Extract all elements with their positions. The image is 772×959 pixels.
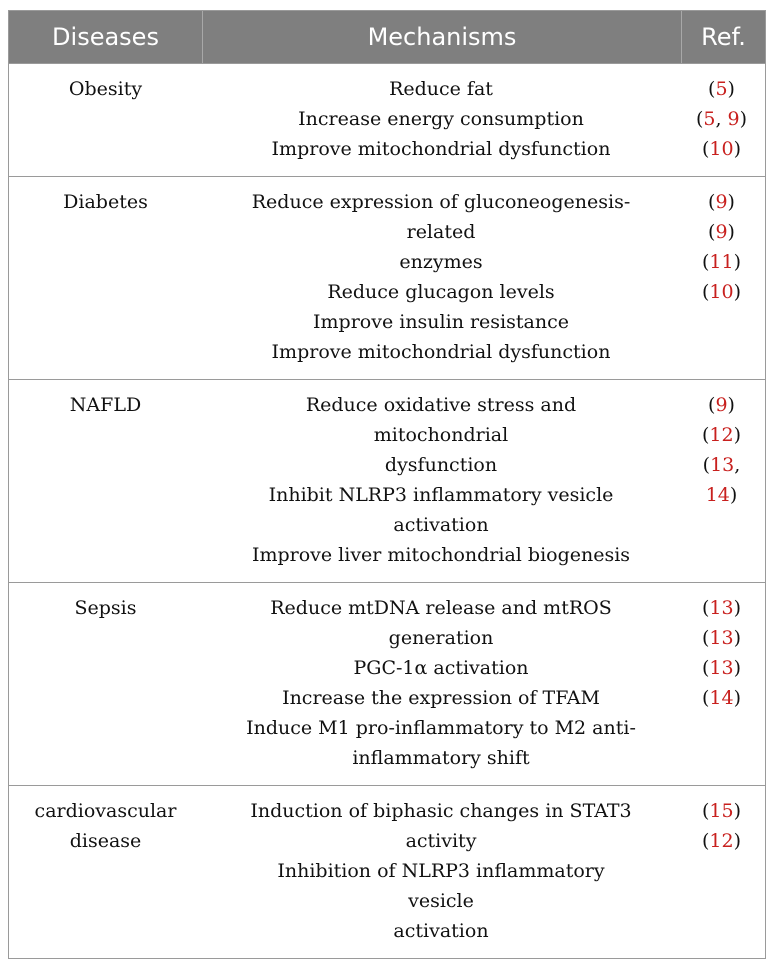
ref-link[interactable]: 12: [709, 830, 734, 852]
ref-cell: [680, 786, 763, 958]
ref-link[interactable]: 9: [715, 191, 728, 213]
disease-name: Obesity: [68, 78, 143, 100]
mechanism-text: Reduce oxidative stress and mitochondrial: [305, 394, 577, 446]
ref-link[interactable]: 14: [705, 484, 730, 506]
ref-cell: [680, 177, 763, 379]
disease-name: NAFLD: [69, 394, 142, 416]
ref-link[interactable]: 12: [709, 424, 734, 446]
table-header: [9, 11, 765, 63]
ref-link[interactable]: 15: [709, 800, 734, 822]
ref-link[interactable]: 9: [715, 221, 728, 243]
ref-link[interactable]: 5: [703, 108, 716, 130]
header-mechanisms: Mechanisms: [202, 11, 681, 63]
ref-line: (13,: [702, 454, 741, 476]
ref-line: (10): [701, 281, 742, 303]
mechanism-text: PGC-1α activation: [353, 657, 529, 679]
ref-line: (13): [701, 657, 742, 679]
table-row: [9, 176, 765, 379]
ref-line: (14): [701, 687, 742, 709]
ref-cell: [680, 583, 763, 785]
table-body: [9, 63, 765, 958]
mechanism-text: dysfunction: [384, 454, 498, 476]
ref-line: (5, 9): [695, 108, 748, 130]
ref-line: (11): [701, 251, 742, 273]
data-table: [8, 10, 766, 959]
mechanism-text: Reduce mtDNA release and mtROS generation: [270, 597, 612, 649]
disease-cell: [9, 583, 202, 785]
ref-link[interactable]: 11: [709, 251, 734, 273]
ref-cell: [680, 380, 763, 582]
mechanism-text: activation: [393, 920, 489, 942]
disease-cell: [9, 64, 202, 176]
disease-name: cardiovascular: [34, 800, 177, 822]
ref-link[interactable]: 13: [709, 657, 734, 679]
ref-line: (5): [708, 78, 735, 100]
mechanism-text: Reduce glucagon levels: [327, 281, 555, 303]
mechanism-text: Improve mitochondrial dysfunction: [271, 138, 611, 160]
ref-link[interactable]: 5: [715, 78, 728, 100]
ref-line: (9): [708, 191, 735, 213]
ref-link[interactable]: 13: [710, 454, 735, 476]
disease-name: Sepsis: [74, 597, 137, 619]
ref-line: 14): [705, 484, 738, 506]
mechanism-text: inflammatory shift: [352, 747, 530, 769]
mechanism-cell: [202, 786, 680, 958]
ref-line: (9): [708, 221, 735, 243]
ref-link[interactable]: 13: [709, 597, 734, 619]
ref-line: (15): [701, 800, 742, 822]
ref-line: (12): [701, 830, 742, 852]
mechanism-text: Reduce fat: [389, 78, 493, 100]
mechanism-text: Increase the expression of TFAM: [282, 687, 600, 709]
mechanism-text: Improve insulin resistance: [313, 311, 569, 333]
disease-name: Diabetes: [63, 191, 148, 213]
disease-cell: [9, 786, 202, 958]
table-row: [9, 379, 765, 582]
disease-name: disease: [69, 830, 142, 852]
ref-link[interactable]: 9: [727, 108, 740, 130]
ref-link[interactable]: 14: [709, 687, 734, 709]
mechanism-text: Inhibition of NLRP3 inflammatory vesicle: [277, 860, 605, 912]
mechanism-cell: [202, 583, 680, 785]
ref-link[interactable]: 10: [709, 281, 734, 303]
mechanism-text: Induction of biphasic changes in STAT3 activity: [250, 800, 632, 852]
ref-cell: [680, 64, 763, 176]
header-diseases: Diseases: [52, 23, 159, 51]
table-row: [9, 63, 765, 176]
ref-line: (13): [701, 597, 742, 619]
mechanism-text: Increase energy consumption: [298, 108, 584, 130]
mechanism-text: Improve liver mitochondrial biogenesis: [251, 544, 631, 566]
mechanism-text: Inhibit NLRP3 inflammatory vesicle activation: [268, 484, 614, 536]
ref-line: (13): [701, 627, 742, 649]
mechanism-cell: [202, 177, 680, 379]
disease-cell: [9, 380, 202, 582]
mechanism-text: Induce M1 pro-inflammatory to M2 anti-: [246, 717, 636, 739]
mechanism-text: enzymes: [399, 251, 483, 273]
ref-link[interactable]: 13: [709, 627, 734, 649]
mechanism-cell: [202, 380, 680, 582]
table-row: [9, 582, 765, 785]
ref-line: (12): [701, 424, 742, 446]
disease-cell: [9, 177, 202, 379]
ref-line: (9): [708, 394, 735, 416]
header-ref: Ref.: [681, 11, 765, 63]
table-row: [9, 785, 765, 958]
mechanism-text: Reduce expression of gluconeogenesis-related: [251, 191, 631, 243]
ref-link[interactable]: 10: [709, 138, 734, 160]
ref-line: (10): [701, 138, 742, 160]
mechanism-cell: [202, 64, 680, 176]
mechanism-text: Improve mitochondrial dysfunction: [271, 341, 611, 363]
ref-link[interactable]: 9: [715, 394, 728, 416]
